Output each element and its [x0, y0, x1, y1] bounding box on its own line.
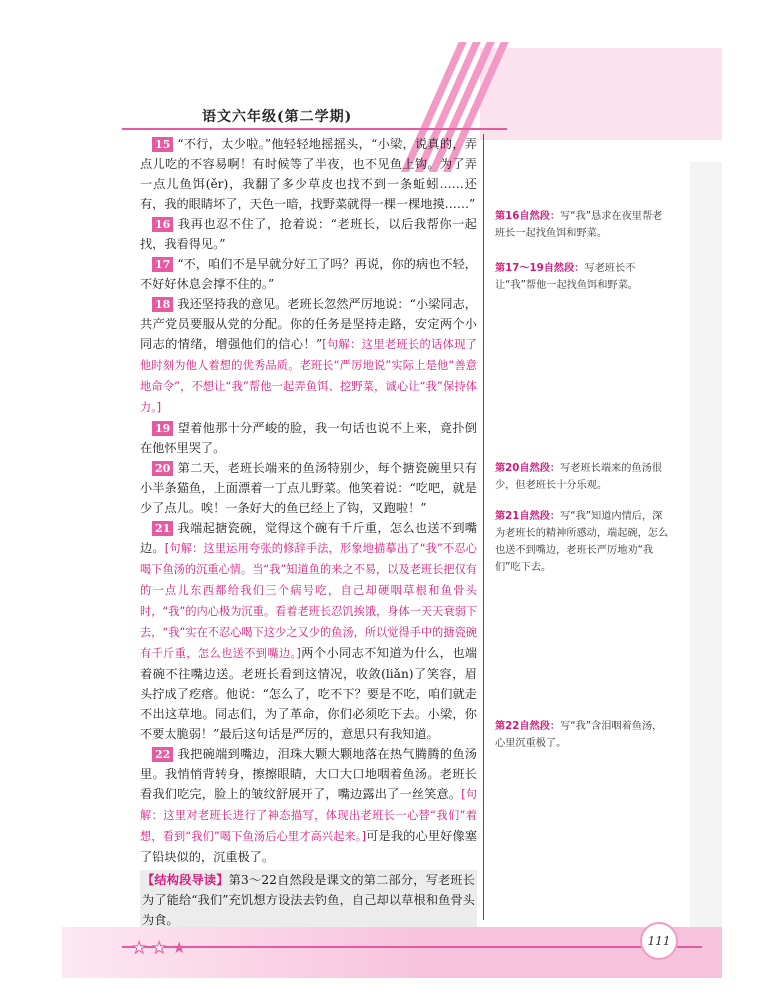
summary-text: 第3～22自然段是课文的第二部分，写老班长为了能给“我们”充饥想方设法去钓鱼，自己却以草根和鱼骨头为食。 — [142, 873, 475, 927]
side-note-label: 第22自然段： — [495, 721, 561, 732]
side-note-label: 第16自然段： — [495, 211, 561, 222]
paragraph-21 — [140, 518, 477, 744]
header-rule — [122, 128, 507, 130]
paragraph-text: “不行，太少啦。”他轻轻地摇摇头，“小梁，说真的，弄点儿吃的不容易啊！有时候等了半夜，也不见鱼上钩。为了弄一点儿鱼饵(ěr)，我翻了多少草皮也找不到一条蚯蚓……还有，我的眼睛坏了，天色一暗，找野菜就得一棵一棵地摸……” — [140, 137, 477, 211]
column-divider — [483, 134, 484, 920]
paragraph-text: 我还坚持我的意见。老班长忽然严厉地说：“小梁同志，共产党员要服从党的分配。你的任务是坚持走路，安定两个小同志的情绪，增强他们的信心！” — [140, 297, 477, 351]
page-number: 111 — [640, 922, 678, 960]
page-gutter — [690, 162, 722, 978]
footer-rule — [122, 946, 702, 948]
paragraph-number: 22 — [152, 747, 173, 762]
paragraph-number: 19 — [152, 421, 173, 436]
paragraph-number: 15 — [152, 137, 173, 152]
paragraph-number: 18 — [152, 297, 173, 312]
paragraph-text-continued: 可是我的心里好像塞了铅块似的，沉重极了。 — [140, 829, 478, 864]
main-text — [140, 134, 477, 930]
paragraph-17 — [140, 254, 477, 294]
side-note-16 — [495, 208, 672, 242]
paragraph-18 — [140, 294, 477, 418]
paragraph-number: 16 — [152, 217, 173, 232]
side-note-text: 写“我”知道内情后，深为老班长的精神所感动，端起碗，怎么也送不到嘴边，老班长严厉地劝“我们”吃下去。 — [495, 511, 669, 573]
side-note-label: 第20自然段： — [495, 463, 561, 474]
sentence-note: [句解：这里老班长的话体现了他时刻为他人着想的优秀品质。老班长“严厉地说”实际上是他“善意地命令”，不想让“我”帮他一起弄鱼饵、挖野菜，诚心让“我”保持体力。] — [140, 338, 477, 414]
star-outline-icon: ★ — [132, 938, 147, 957]
paragraph-22 — [140, 744, 477, 867]
sentence-note: [句解：这里对老班长进行了神态描写，体现出老班长一心替“我们”着想，看到“我们”喝下鱼汤后心里才高兴起来。] — [140, 788, 478, 843]
paragraph-19 — [140, 418, 477, 458]
star-filled-icon: ★ — [172, 938, 187, 957]
header-band — [480, 48, 722, 140]
page-header-title: 语文六年级(第二学期) — [202, 109, 353, 125]
side-note-text: 写老班长端来的鱼汤很少，但老班长十分乐观。 — [495, 463, 662, 491]
side-note-20 — [495, 460, 672, 494]
paragraph-number: 20 — [152, 461, 173, 476]
paragraph-text: 我再也忍不住了，抢着说：“老班长，以后我帮你一起找，我看得见。” — [140, 217, 477, 251]
sentence-note: [句解：这里运用夸张的修辞手法，形象地描摹出了“我”不忍心喝下鱼汤的沉重心情。当“我”知道鱼的来之不易，以及老班长把仅有的一点儿东西都给我们三个病号吃，自己却硬咽草根和鱼骨头时，“我”的内心极为沉重。看着老班长忍饥挨饿，身体一天天衰弱下去，“我”实在不忍心喝下这少之又少的鱼汤，所以觉得手中的搪瓷碗有千斤重，怎么也送不到嘴边。] — [140, 542, 477, 660]
summary-title: 【结构段导读】 — [142, 873, 229, 887]
paragraph-text: 我把碗端到嘴边，泪珠大颗大颗地落在热气腾腾的鱼汤里。我悄悄背转身，擦擦眼睛，大口大口地咽着鱼汤。老班长看我们吃完，脸上的皱纹舒展开了，嘴边露出了一丝笑意。 — [140, 747, 477, 801]
paragraph-text-continued: 两个小同志不知道为什么，也端着碗不往嘴边送。老班长看到这情况，收敛(liǎn)了笑容，眉头拧成了疙瘩。他说：“怎么了，吃不下？要是不吃，咱们就走不出这草地。同志们，为了革命，你们必须吃下去。小梁，你不要太脆弱！”最后这句话是严厉的，意思只有我知道。 — [140, 646, 478, 741]
paragraph-number: 17 — [152, 257, 173, 272]
paragraph-text: 望着他那十分严峻的脸，我一句话也说不上来，竟扑倒在他怀里哭了。 — [140, 421, 477, 455]
textbook-page — [62, 42, 722, 978]
paragraph-text: 第二天，老班长端来的鱼汤特别少，每个搪瓷碗里只有小半条猫鱼，上面漂着一丁点儿野菜。他笑着说：“吃吧，就是少了点儿。唉！一条好大的鱼已经上了钩，又跑啦！” — [140, 461, 477, 515]
side-note-text: 写“我”含泪咽着鱼汤，心里沉重极了。 — [495, 721, 663, 749]
side-note-label: 第17～19自然段： — [495, 263, 585, 274]
side-note-17-19 — [495, 260, 672, 294]
side-note-text: 写“我”恳求在夜里帮老班长一起找鱼饵和野菜。 — [495, 211, 663, 239]
side-note-21 — [495, 508, 672, 576]
paragraph-20 — [140, 458, 477, 518]
paragraph-text: “不，咱们不是早就分好工了吗？再说，你的病也不轻，不好好休息会撑不住的。” — [140, 257, 477, 291]
paragraph-text: 我端起搪瓷碗，觉得这个碗有千斤重，怎么也送不到嘴边。 — [140, 521, 477, 555]
star-outline-icon: ★ — [152, 938, 167, 957]
paragraph-16 — [140, 214, 477, 254]
paragraph-number: 21 — [152, 521, 173, 536]
structure-summary — [140, 870, 477, 930]
side-note-22 — [495, 718, 672, 752]
paragraph-15 — [140, 134, 477, 214]
side-note-label: 第21自然段： — [495, 511, 561, 522]
side-note-text: 写老班长不让“我”帮他一起找鱼饵和野菜。 — [495, 263, 638, 291]
